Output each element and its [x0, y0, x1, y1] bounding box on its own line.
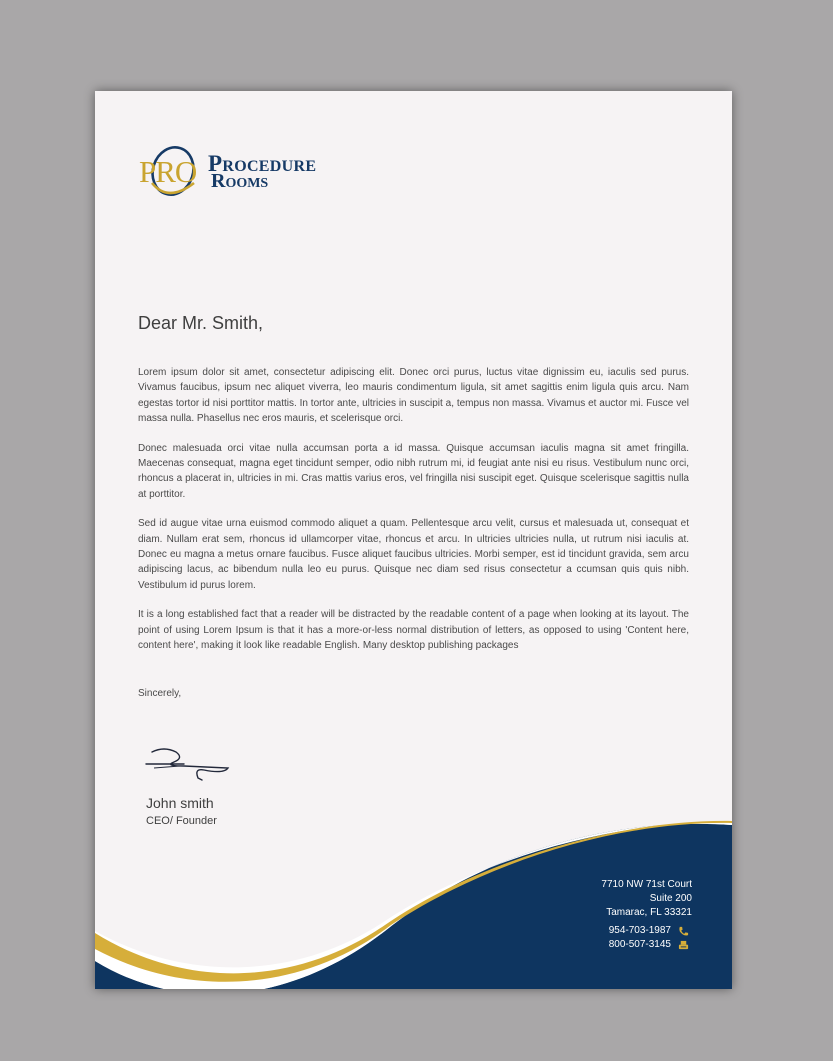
- signer-title: CEO/ Founder: [146, 815, 217, 827]
- address-line: 7710 NW 71st Court: [601, 879, 692, 890]
- letter-body: [138, 365, 689, 668]
- logo-line-1: Procedure: [208, 151, 317, 176]
- phone-icon: [678, 926, 689, 937]
- logo-mark: PRO: [139, 154, 197, 189]
- fax-number: 800-507-3145: [608, 939, 671, 950]
- fax-row: [609, 938, 689, 952]
- paragraph: It is a long established fact that a reader will be distracted by the readable content of a page when looking at its layout. The point of using Lorem Ipsum is that it has a more-or-less normal distribution of letters, as opposed to using 'Content here, content here', making it look like readable English. Many desktop publishing packages: [138, 609, 689, 652]
- logo-line-2: Rooms: [211, 170, 269, 192]
- salutation: Dear Mr. Smith,: [138, 313, 264, 333]
- paragraph: Donec malesuada orci vitae nulla accumsan porta a id massa. Quisque accumsan iaculis magna sit amet fringilla. Maecenas consequat, magna eget tincidunt semper, odio nibh rutrum mi, id feugiat ante nisi eu risus. Vestibulum nunc orci, rhoncus a placerat in, ultricies in mi. Cras mattis varius eros, vel fringilla nisi suscipit eget. Quisque scelerisque sagittis nulla at porttitor.: [138, 442, 689, 500]
- paragraph: Sed id augue vitae urna euismod commodo aliquet a quam. Pellentesque arcu velit, cursus et malesuada ut, consequat et diam. Nullam erat sem, rhoncus id ullamcorper vitae, rhoncus et arcu. In ultricies ultricies nulla, ut rutrum nisi iaculis at. Donec eu magna a metus ornare faucibus. Fusce aliquet faucibus ultricies. Morbi semper, est id tincidunt gravida, sem arcu adipiscing lacus, ac bibendum nulla leo eu purus. Quisque nec diam sed risus consectetur a ccumsan quis quis nibh. Vestibulum id purus lorem.: [138, 518, 689, 591]
- phone-number: 954-703-1987: [608, 925, 671, 936]
- company-address: [601, 878, 692, 919]
- contact-block: [609, 924, 689, 952]
- letterhead-page: [95, 91, 732, 989]
- company-logo: [138, 143, 338, 203]
- fax-icon: [678, 940, 689, 951]
- signature-icon: [144, 744, 234, 784]
- paragraph: Lorem ipsum dolor sit amet, consectetur adipiscing elit. Donec orci purus, luctus vitae dignissim eu, iaculis sed purus. Vivamus faucibus, ipsum nec aliquet viverra, leo mauris condimentum ligula, sit amet sagittis enim ligula quis arcu. Nam egestas tortor id nisi porttitor mattis. In tortor ante, ultricies in suscipit a, tempus non massa. Vivamus et auctor mi. Fusce vel massa nulla. Phasellus nec eros mauris, et scelerisque orci.: [138, 367, 689, 425]
- closing: Sincerely,: [138, 688, 182, 699]
- phone-row: [609, 924, 689, 938]
- address-line: Suite 200: [649, 892, 692, 904]
- address-line: Tamarac, FL 33321: [606, 906, 692, 918]
- signer-name: John smith: [146, 795, 214, 811]
